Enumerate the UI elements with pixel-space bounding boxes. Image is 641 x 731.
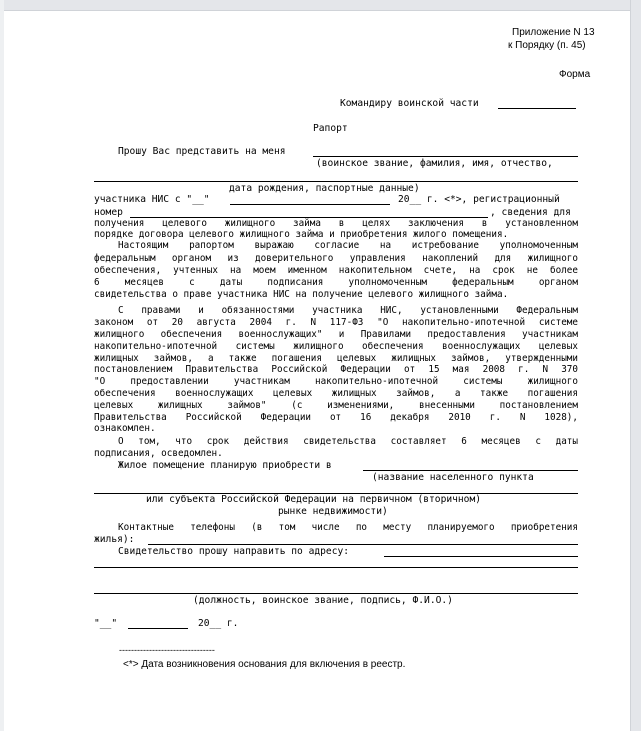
address-field-continued[interactable]: [94, 567, 578, 568]
phones-field[interactable]: [148, 544, 578, 545]
rights-line: обеспечения военнослужащих целевых жилищных займов, а также погашения: [94, 388, 578, 399]
rights-line: Правительства Российской Федерации от 16 декабря 2010 г. N 1028),: [94, 412, 578, 423]
validity-line: подписания, осведомлен.: [94, 448, 223, 459]
rights-line: жилищных займов, а также погашения целевых жилищных займов, утвержденными: [94, 353, 578, 364]
window-left-border: [0, 0, 4, 731]
consent-line: федеральным органом из доверительного управления накоплений для жилищного: [94, 253, 578, 264]
hint-rank-name: (воинское звание, фамилия, имя, отчество,: [316, 158, 553, 169]
hint-birth-passport: дата рождения, паспортные данные): [229, 183, 420, 194]
date-month-field[interactable]: [128, 628, 188, 629]
rights-line: постановлением Правительства Российской Федерации от 15 мая 2008 г. N 370: [94, 364, 578, 375]
address-lead: Свидетельство прошу направить по адресу:: [118, 546, 350, 557]
settlement-field[interactable]: [363, 470, 578, 471]
nis-participant-prefix: участника НИС с "__": [94, 194, 210, 205]
window-right-scrollbar[interactable]: [630, 0, 641, 731]
rights-line: жилищного обеспечения военнослужащих" и Правилами предоставления участникам: [94, 329, 578, 340]
consent-line: Настоящим рапортом выражаю согласие на истребование уполномоченным: [118, 240, 578, 251]
document-title: Рапорт: [313, 123, 348, 134]
loan-line: порядке договора целевого жилищного займа и приобретения жилого помещения.: [94, 229, 509, 240]
phones-line: Контактные телефоны (в том числе по месту планируемого приобретения: [118, 522, 578, 533]
consent-line: свидетельства о праве участника НИС на получение целевого жилищного займа.: [94, 289, 509, 300]
nis-year: 20__ г. <*>, регистрационный: [398, 194, 560, 205]
phones-line: жилья):: [94, 534, 135, 545]
consent-line: 6 месяцев с даты подписания уполномоченным федеральным органом: [94, 277, 578, 288]
rights-line: целевых жилищных займов" (с изменениями, внесенными постановлением: [94, 400, 578, 411]
nis-date-field[interactable]: [230, 204, 390, 205]
rights-line: "О предоставлении участникам накопительно-ипотечной системы жилищного: [94, 376, 578, 387]
consent-line: обеспечения, учтенных на моем именном накопительном счете, на срок не более: [94, 265, 578, 276]
footnote-rule: --------------------------------: [119, 645, 215, 655]
order-reference: к Порядку (п. 45): [508, 40, 586, 51]
housing-lead: Жилое помещение планирую приобрести в: [118, 460, 332, 471]
appendix-number: Приложение N 13: [512, 27, 595, 38]
number-label: номер: [94, 207, 123, 218]
footnote: <*> Дата возникновения основания для включения в реестр.: [123, 659, 406, 670]
signature-field[interactable]: [94, 593, 578, 594]
address-field[interactable]: [384, 556, 578, 557]
military-unit-field[interactable]: [498, 108, 576, 109]
hint-signature: (должность, воинское звание, подпись, Ф.И.О.): [193, 595, 453, 606]
rights-line: накопительно-ипотечной системы жилищного обеспечения военнослужащих целевых: [94, 341, 578, 352]
hint-subject: или субъекта Российской Федерации на первичном (вторичном): [146, 494, 482, 505]
number-suffix: , сведения для: [490, 207, 571, 218]
form-label: Форма: [559, 69, 591, 80]
applicant-name-field[interactable]: [313, 156, 578, 157]
loan-line: получения целевого жилищного займа в целях заключения в установленном: [94, 218, 578, 229]
addressee: Командиру воинской части: [340, 98, 479, 109]
rights-line: законом от 20 августа 2004 г. N 117-ФЗ "О накопительно-ипотечной системе: [94, 317, 578, 328]
date-year: 20__ г.: [198, 618, 239, 629]
hint-settlement: (название населенного пункта: [372, 472, 534, 483]
rights-line: ознакомлен.: [94, 423, 156, 434]
date-prefix: "__": [94, 618, 118, 629]
rights-line: С правами и обязанностями участника НИС, установленными Федеральным: [118, 305, 578, 316]
applicant-details-field[interactable]: [94, 181, 578, 182]
request-lead: Прошу Вас представить на меня: [118, 146, 286, 157]
window-top-border: [0, 0, 641, 11]
validity-line: О том, что срок действия свидетельства составляет 6 месяцев с даты: [118, 436, 578, 447]
hint-market: рынке недвижимости): [278, 506, 388, 517]
